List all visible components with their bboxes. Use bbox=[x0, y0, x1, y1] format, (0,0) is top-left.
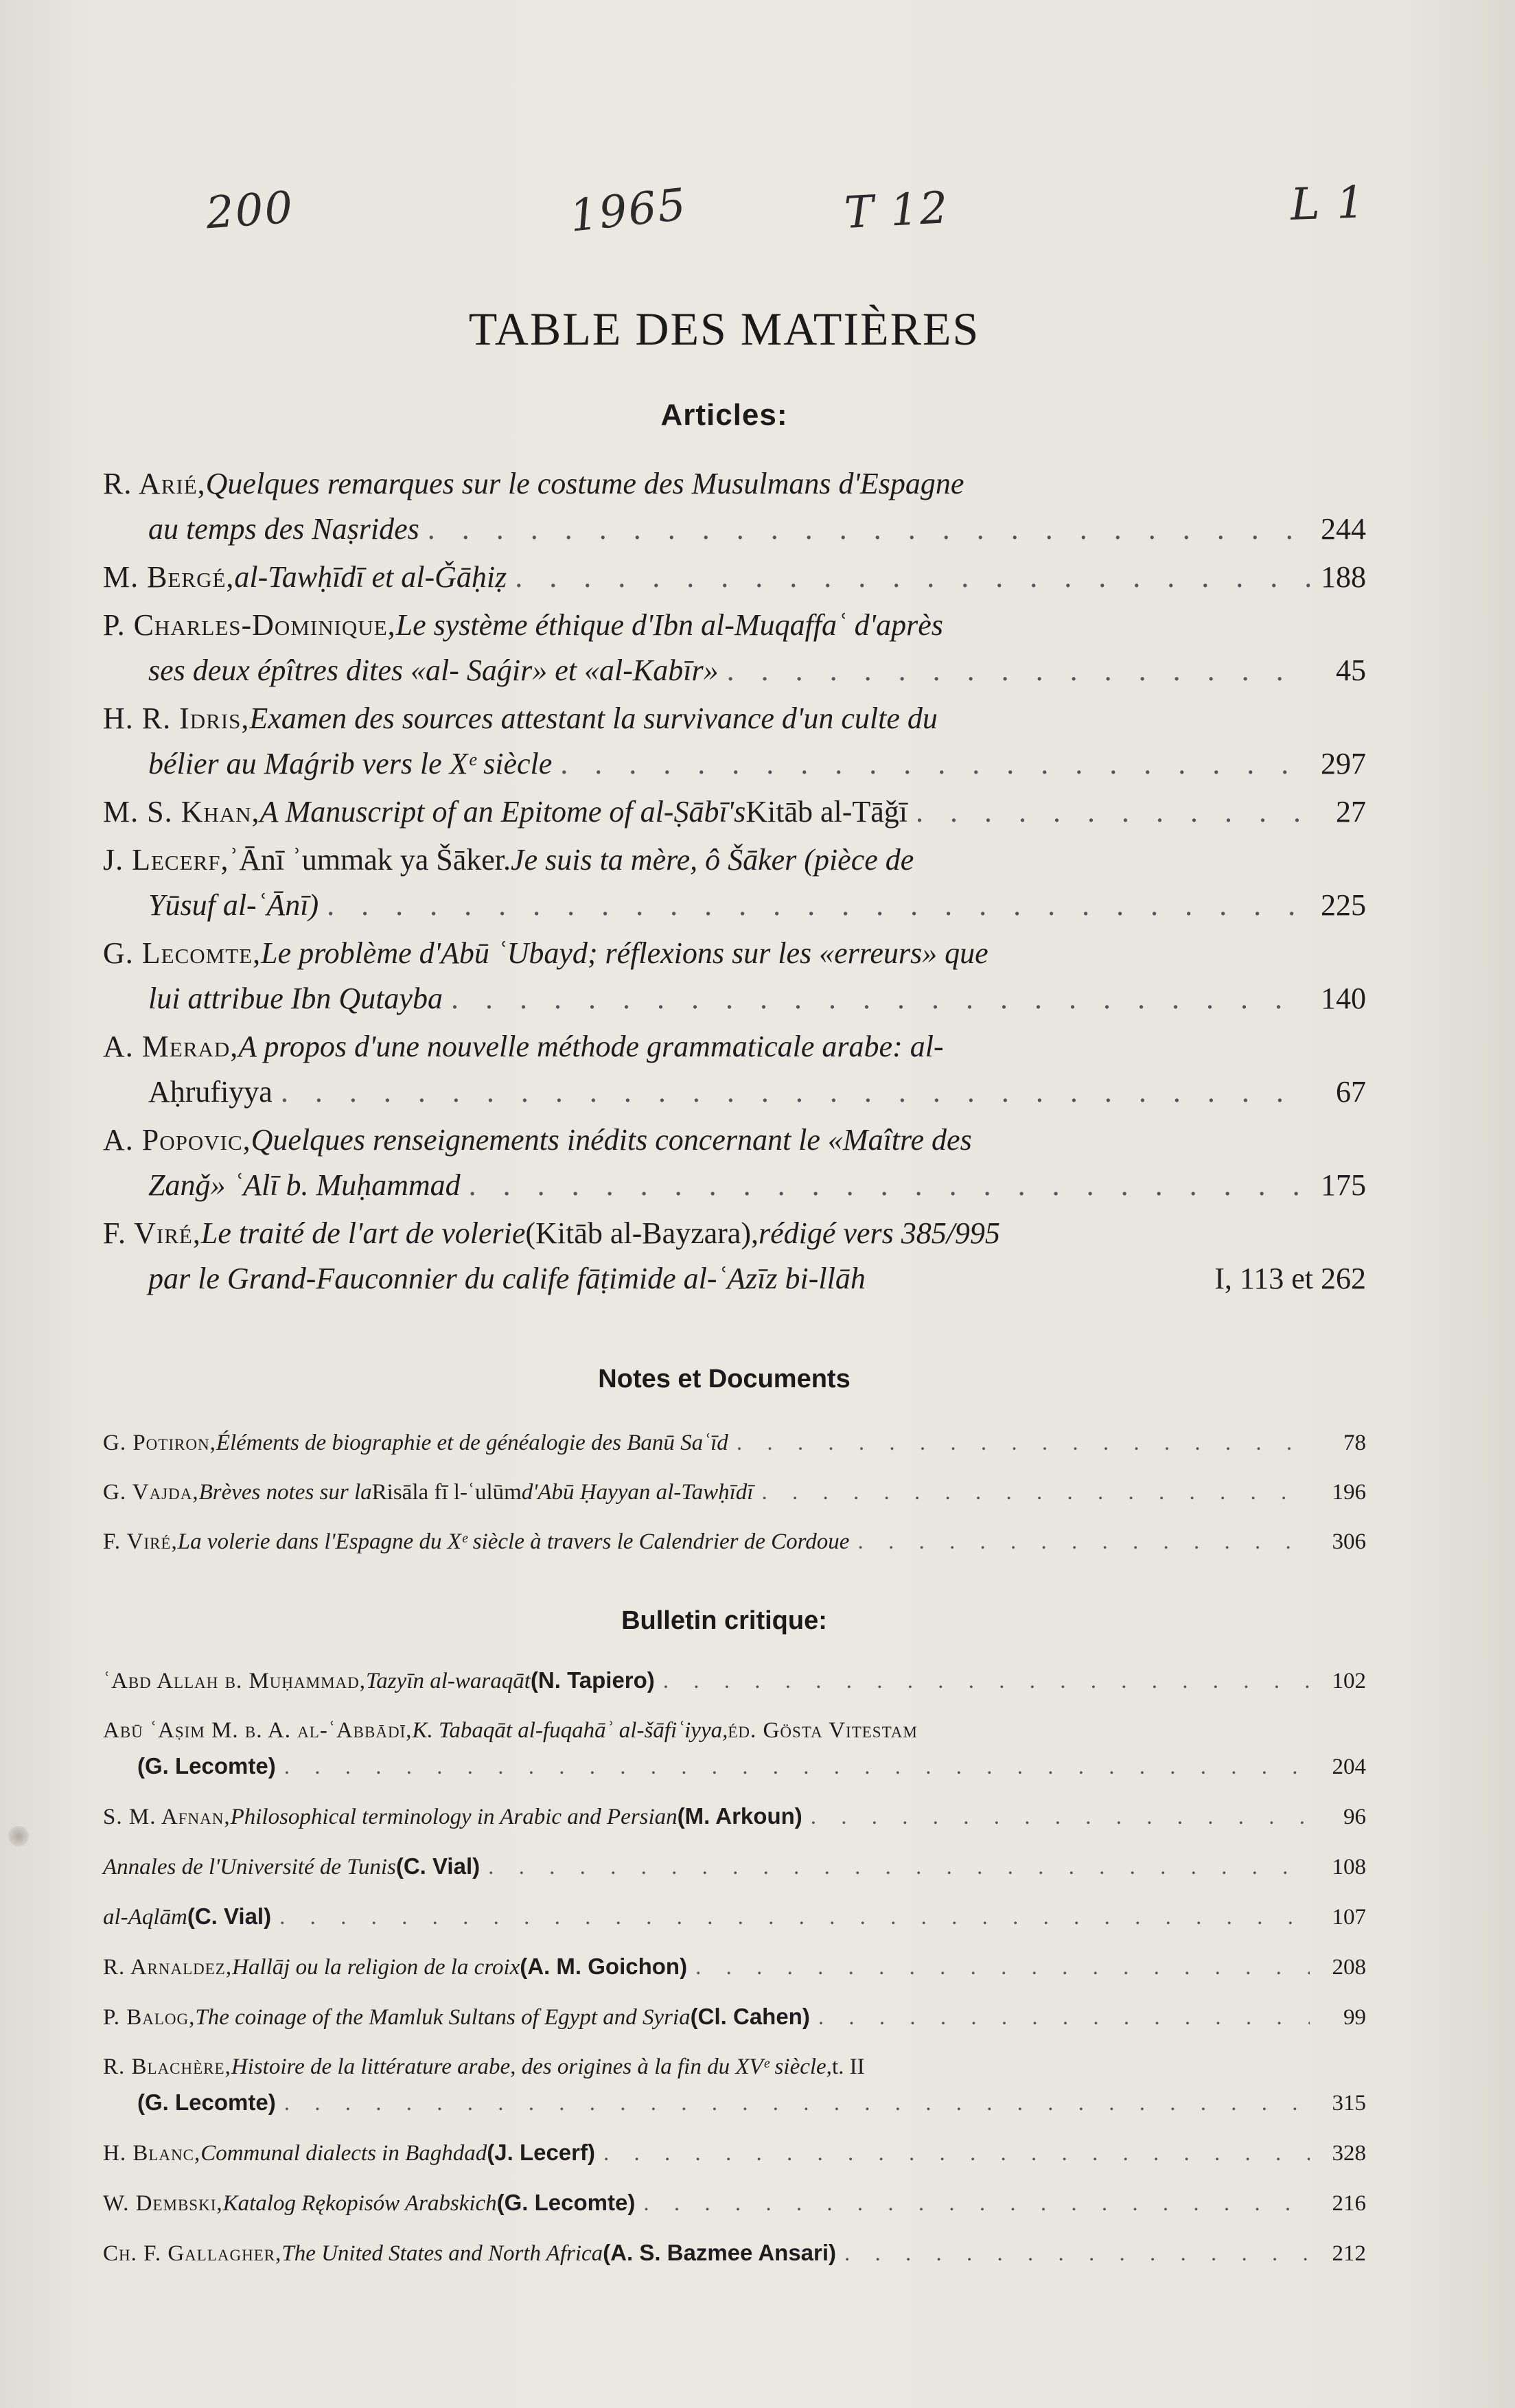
list-item bbox=[103, 1118, 1366, 1208]
entry-plain-text: (Kitāb al-Bayzara), bbox=[525, 1216, 759, 1250]
leader-dots bbox=[281, 1069, 1310, 1115]
page-number: 27 bbox=[1336, 795, 1366, 829]
leader-dots bbox=[818, 2000, 1310, 2035]
entry-title: Le traité de l'art de volerie bbox=[200, 1216, 526, 1250]
page-number: 315 bbox=[1332, 2091, 1366, 2116]
list-item bbox=[103, 1798, 1366, 1835]
list-item bbox=[103, 1474, 1366, 1510]
page-number: 306 bbox=[1332, 1529, 1366, 1554]
entry-title: ses deux épîtres dites «al- Saǵir» et «al-Kabīr» bbox=[148, 653, 719, 687]
entry-title: Le problème d'Abū ʿUbayd; réflexions sur les «erreurs» que bbox=[261, 936, 988, 970]
entry-reviewer: (G. Lecomte) bbox=[137, 2089, 276, 2115]
entry-plain-text: éd. Gösta Vitestam bbox=[728, 1718, 918, 1743]
notes-list bbox=[103, 1425, 1366, 1573]
entry-title: al-Aqlām bbox=[103, 1905, 187, 1930]
list-item bbox=[103, 696, 1366, 787]
page-number: 175 bbox=[1321, 1168, 1366, 1202]
page-number: 45 bbox=[1336, 653, 1366, 687]
page-number: 216 bbox=[1332, 2191, 1366, 2216]
entry-plain-text: Kitāb al-Tāǧī bbox=[745, 795, 908, 829]
list-item bbox=[103, 1899, 1366, 1935]
entry-title: Communal dialects in Baghdad bbox=[200, 2141, 487, 2166]
entry-title: Histoire de la littérature arabe, des origines à la fin du XVᵉ siècle, bbox=[231, 2054, 832, 2079]
list-item bbox=[103, 1849, 1366, 1885]
leader-dots bbox=[279, 1899, 1310, 1935]
entry-plain-text: ʾĀnī ʾummak ya Šāker. bbox=[229, 843, 511, 877]
entry-author: H. Blanc, bbox=[103, 2141, 201, 2166]
entry-title: A propos d'une nouvelle méthode grammaticale arabe: al- bbox=[238, 1030, 944, 1063]
page-number: 108 bbox=[1332, 1855, 1366, 1879]
leader-dots bbox=[695, 1949, 1310, 1985]
page-number: 188 bbox=[1321, 560, 1366, 594]
entry-author: W. Dembski, bbox=[103, 2191, 223, 2216]
entry-reviewer: (M. Arkoun) bbox=[677, 1803, 802, 1829]
entry-reviewer: (G. Lecomte) bbox=[137, 1753, 276, 1779]
entry-title: The United States and North Africa bbox=[281, 2241, 603, 2266]
entry-reviewer: (A. S. Bazmee Ansari) bbox=[603, 2240, 837, 2265]
page-number: 225 bbox=[1321, 888, 1366, 922]
entry-author: R. Arié, bbox=[103, 467, 206, 500]
entry-title: rédigé vers 385/995 bbox=[759, 1216, 1000, 1250]
entry-reviewer: (Cl. Cahen) bbox=[690, 2004, 810, 2029]
handwritten-note: T 12 bbox=[843, 183, 951, 239]
notes-heading: Notes et Documents bbox=[598, 1365, 851, 1393]
page-number: 204 bbox=[1332, 1755, 1366, 1779]
leader-dots bbox=[488, 1849, 1310, 1885]
entry-author: G. Lecomte, bbox=[103, 936, 262, 970]
entry-author: R. Blachère, bbox=[103, 2054, 231, 2079]
entry-title: K. Tabaqāt al-fuqahāʾ al-šāfiʿiyya, bbox=[412, 1718, 728, 1743]
entry-title: Brèves notes sur la bbox=[198, 1480, 372, 1505]
entry-author: J. Lecerf, bbox=[103, 843, 229, 877]
entry-title: lui attribue Ibn Qutayba bbox=[148, 982, 443, 1015]
list-item bbox=[103, 1663, 1366, 1699]
entry-title: d'Abū Ḥayyan al-Tawḥīdī bbox=[521, 1480, 754, 1505]
entry-author: A. Popovic, bbox=[103, 1123, 251, 1157]
list-item bbox=[103, 2185, 1366, 2221]
handwritten-note: 200 bbox=[204, 182, 296, 240]
entry-author: P. Balog, bbox=[103, 2005, 196, 2030]
page-number: 99 bbox=[1343, 2005, 1366, 2030]
leader-dots bbox=[451, 976, 1310, 1021]
binding-hole-mark bbox=[7, 1826, 30, 1846]
leader-dots bbox=[560, 741, 1310, 787]
entry-plain-text: t. II bbox=[831, 2054, 865, 2079]
list-item bbox=[103, 1949, 1366, 1985]
page-number: 297 bbox=[1321, 747, 1366, 780]
page-number: 328 bbox=[1332, 2141, 1366, 2166]
entry-author: ʿAbd Allah b. Muḥammad, bbox=[103, 1669, 366, 1693]
page-number: 107 bbox=[1332, 1905, 1366, 1930]
leader-dots bbox=[857, 1524, 1310, 1560]
entry-author: P. Charles-Dominique, bbox=[103, 608, 396, 642]
entry-author: M. S. Khan, bbox=[103, 795, 260, 829]
page-title: TABLE DES MATIÈRES bbox=[468, 303, 980, 355]
page-number: 212 bbox=[1332, 2241, 1366, 2266]
list-item bbox=[103, 931, 1366, 1021]
list-item bbox=[103, 1425, 1366, 1461]
list-item bbox=[103, 1999, 1366, 2035]
entry-title: Éléments de biographie et de généalogie des Banū Saʿīd bbox=[216, 1431, 728, 1455]
bulletin-heading: Bulletin critique: bbox=[621, 1606, 827, 1635]
entry-title: Yūsuf al-ʿĀnī) bbox=[148, 888, 319, 922]
entry-reviewer: (C. Vial) bbox=[187, 1903, 272, 1929]
leader-dots bbox=[515, 555, 1310, 600]
entry-reviewer: (G. Lecomte) bbox=[496, 2190, 636, 2215]
leader-dots bbox=[737, 1425, 1310, 1461]
leader-dots bbox=[603, 2135, 1310, 2171]
list-item bbox=[103, 461, 1366, 552]
bulletin-list bbox=[103, 1663, 1366, 2285]
handwritten-note: L 1 bbox=[1289, 177, 1367, 231]
entry-reviewer: (A. M. Goichon) bbox=[520, 1954, 688, 1979]
entry-title: The coinage of the Mamluk Sultans of Egypt and Syria bbox=[195, 2005, 691, 2030]
entry-reviewer: (J. Lecerf) bbox=[487, 2140, 595, 2165]
entry-title: Je suis ta mère, ô Šāker (pièce de bbox=[511, 843, 914, 877]
entry-author: G. Potiron, bbox=[103, 1431, 216, 1455]
entry-title: al-Tawḥīdī et al-Ǧāḥiẓ bbox=[234, 560, 507, 594]
entry-title: Tazyīn al-waraqāt bbox=[365, 1669, 531, 1693]
page-number: 196 bbox=[1332, 1480, 1366, 1505]
leader-dots bbox=[844, 2236, 1310, 2271]
leader-dots bbox=[469, 1163, 1310, 1208]
entry-title: Katalog Rękopisów Arabskich bbox=[222, 2191, 497, 2216]
entry-title: bélier au Maǵrib vers le Xᵉ siècle bbox=[148, 747, 553, 780]
entry-plain-text: Aḥrufiyya bbox=[148, 1075, 273, 1109]
list-item bbox=[103, 1713, 1366, 1785]
entry-author: H. R. Idris, bbox=[103, 702, 250, 735]
page-number: I, 113 et 262 bbox=[1214, 1262, 1366, 1295]
page-number: 96 bbox=[1343, 1805, 1366, 1829]
page-number: 102 bbox=[1332, 1669, 1366, 1693]
entry-reviewer: (C. Vial) bbox=[395, 1853, 481, 1879]
list-item bbox=[103, 1524, 1366, 1560]
leader-dots bbox=[761, 1474, 1310, 1510]
list-item bbox=[103, 555, 1366, 600]
list-item bbox=[103, 1211, 1366, 1301]
entry-title: Annales de l'Université de Tunis bbox=[103, 1855, 396, 1879]
entry-title: A Manuscript of an Epitome of al-Ṣābī's bbox=[259, 795, 746, 829]
list-item bbox=[103, 789, 1366, 835]
entry-author: S. M. Afnan, bbox=[103, 1805, 231, 1829]
entry-title: Quelques remarques sur le costume des Musulmans d'Espagne bbox=[205, 467, 964, 500]
entry-title: Zanǧ» ʿAlī b. Muḥammad bbox=[148, 1168, 461, 1202]
entry-author: A. Merad, bbox=[103, 1030, 239, 1063]
entry-title: Le système éthique d'Ibn al-Muqaffaʿ d'après bbox=[395, 608, 943, 642]
leader-dots bbox=[327, 883, 1310, 928]
page-number: 244 bbox=[1321, 512, 1366, 546]
page-number: 78 bbox=[1343, 1431, 1366, 1455]
entry-title: La volerie dans l'Espagne du Xᵉ siècle à travers le Calendrier de Cordoue bbox=[177, 1529, 850, 1554]
leader-dots bbox=[916, 789, 1310, 835]
page-number: 208 bbox=[1332, 1955, 1366, 1980]
handwritten-note: 1965 bbox=[567, 179, 690, 242]
leader-dots bbox=[428, 507, 1310, 552]
entry-title: Quelques renseignements inédits concernant le «Maître des bbox=[251, 1123, 972, 1157]
page-number: 67 bbox=[1336, 1075, 1366, 1109]
articles-heading: Articles: bbox=[660, 398, 788, 432]
entry-author: M. Bergé, bbox=[103, 560, 235, 594]
list-item bbox=[103, 2049, 1366, 2121]
list-item bbox=[103, 837, 1366, 928]
leader-dots bbox=[284, 1749, 1310, 1785]
list-item bbox=[103, 2235, 1366, 2271]
list-item bbox=[103, 603, 1366, 693]
page-number: 140 bbox=[1321, 982, 1366, 1015]
entry-title: au temps des Naṣrides bbox=[148, 512, 419, 546]
leader-dots bbox=[284, 2085, 1310, 2121]
entry-author: R. Arnaldez, bbox=[103, 1955, 233, 1980]
leader-dots bbox=[727, 648, 1310, 693]
leader-dots bbox=[811, 1799, 1310, 1835]
entry-plain-text: Risāla fī l-ʿulūm bbox=[371, 1480, 522, 1505]
list-item bbox=[103, 1024, 1366, 1115]
entry-title: Philosophical terminology in Arabic and Persian bbox=[230, 1805, 678, 1829]
entry-author: F. Viré, bbox=[103, 1529, 178, 1554]
entry-title: Hallāj ou la religion de la croix bbox=[232, 1955, 520, 1980]
entry-reviewer: (N. Tapiero) bbox=[530, 1667, 655, 1693]
entry-author: F. Viré, bbox=[103, 1216, 201, 1250]
leader-dots bbox=[663, 1663, 1310, 1699]
entry-title: par le Grand-Fauconnier du calife fāṭimide al-ʿAzīz bi-llāh bbox=[148, 1262, 866, 1295]
list-item bbox=[103, 2135, 1366, 2171]
entry-title: Examen des sources attestant la survivance d'un culte du bbox=[249, 702, 938, 735]
articles-list bbox=[103, 461, 1366, 1304]
entry-author: Ch. F. Gallagher, bbox=[103, 2241, 282, 2266]
leader-dots bbox=[643, 2186, 1310, 2221]
entry-author: Abū ʿAṣim M. b. A. al-ʿAbbādī, bbox=[103, 1718, 413, 1743]
entry-author: G. Vajda, bbox=[103, 1480, 199, 1505]
